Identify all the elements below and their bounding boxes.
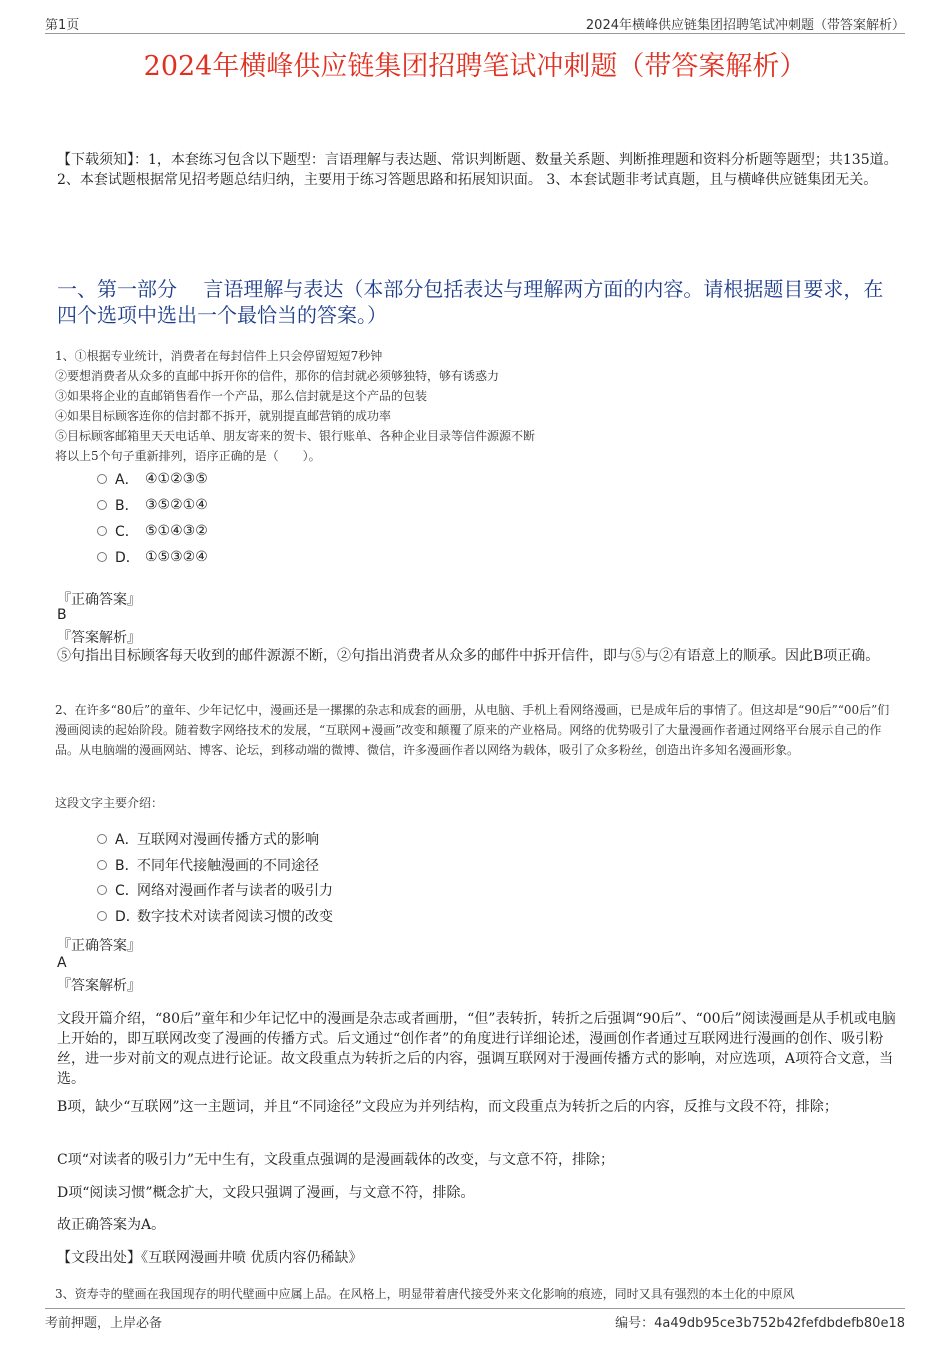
option-letter: A．: [115, 832, 139, 848]
option-letter: B．: [115, 858, 139, 874]
option-letter: D．: [115, 550, 140, 566]
q2-answer: A: [57, 955, 67, 971]
radio-icon[interactable]: [97, 911, 107, 921]
q1-option-d[interactable]: [97, 547, 208, 567]
q1-answer-label: 『正确答案』: [57, 592, 141, 608]
radio-icon[interactable]: [97, 552, 107, 562]
q2-source: 【文段出处】《互联网漫画井喷 优质内容仍稀缺》: [57, 1250, 363, 1266]
question-1: [55, 346, 905, 466]
question-line: 将以上5个句子重新排列，语序正确的是（ ）。: [55, 449, 321, 463]
option-text: ①⑤③②④: [145, 549, 208, 565]
option-letter: D．: [115, 909, 140, 925]
question-line: ②要想消费者从众多的直邮中拆开你的信件，那你的信封就必须够独特，够有诱惑力: [55, 369, 500, 383]
q1-option-a[interactable]: [97, 469, 208, 489]
question-line: ③如果将企业的直邮销售看作一个产品，那么信封就是这个产品的包装: [55, 389, 428, 403]
page-title: 2024年横峰供应链集团招聘笔试冲刺题（带答案解析）: [143, 51, 807, 82]
q2-option-b[interactable]: [97, 855, 319, 875]
radio-icon[interactable]: [97, 834, 107, 844]
question-3-passage: 3、资寿寺的壁画在我国现存的明代壁画中应属上品。在风格上，明显带着唐代接受外来文化影响的痕迹，同时又具有强烈的本土化的中原风: [55, 1287, 795, 1301]
question-2-passage: 2、在许多“80后”的童年、少年记忆中，漫画还是一摞摞的杂志和成套的画册，从电脑、手机上看网络漫画，已是成年后的事情了。但这却是“90后”“00后”们漫画阅读的起始阶段。随着数字网络技术的发展，“互联网+漫画”改变和颠覆了原来的产业格局。网络的优势吸引了大量漫画作者通过网络平台展示自己的作品。从电脑端的漫画网站、博客、论坛，到移动端的微博、微信，许多漫画作者以网络为载体，吸引了众多粉丝，创造出许多知名漫画形象。: [55, 703, 890, 757]
option-text: ⑤①④③②: [145, 523, 208, 539]
q2-option-c[interactable]: [97, 880, 333, 900]
option-letter: B．: [115, 498, 139, 514]
page-number: 第1页: [45, 18, 80, 33]
q1-option-c[interactable]: [97, 521, 208, 541]
option-text: ④①②③⑤: [145, 471, 208, 487]
footer-divider: [45, 1308, 905, 1309]
option-letter: C．: [115, 883, 139, 899]
footer-slogan: 考前押题，上岸必备: [45, 1316, 163, 1331]
radio-icon[interactable]: [97, 500, 107, 510]
option-text: 网络对漫画作者与读者的吸引力: [137, 883, 333, 899]
q1-answer: B: [57, 607, 67, 623]
option-text: ③⑤②①④: [145, 497, 208, 513]
q2-analysis-paragraph: C项“对读者的吸引力”无中生有，文段重点强调的是漫画载体的改变，与文意不符，排除；: [57, 1152, 615, 1168]
option-letter: C．: [115, 524, 139, 540]
radio-icon[interactable]: [97, 860, 107, 870]
option-letter: A．: [115, 472, 139, 488]
q2-option-a[interactable]: [97, 829, 319, 849]
option-text: 互联网对漫画传播方式的影响: [137, 832, 319, 848]
question-line: ⑤目标顾客邮箱里天天电话单、朋友寄来的贺卡、银行账单、各种企业目录等信件源源不断: [55, 429, 536, 443]
q2-analysis-paragraph: 文段开篇介绍，“80后”童年和少年记忆中的漫画是杂志或者画册，“但”表转折，转折之后强调“90后”、“00后”阅读漫画是从手机或电脑上开始的，即互联网改变了漫画的传播方式。后文通过“创作者”的角度进行详细论述，漫画创作者通过互联网进行漫画的创作、吸引粉丝，进一步对前文的观点进行论证。故文段重点为转折之后的内容，强调互联网对于漫画传播方式的影响，对应选项，A项符合文意，当选。: [57, 1011, 896, 1087]
download-notice: 【下载须知】：1，本套练习包含以下题型：言语理解与表达题、常识判断题、数量关系题、判断推理题和资料分析题等题型；共135道。 2、本套试题根据常见招考题总结归纳，主要用于练习答题思路和拓展知识面。 3、本套试题非考试真题，且与横峰供应链集团无关。: [57, 152, 898, 188]
question-line: 1、①根据专业统计，消费者在每封信件上只会停留短短7秒钟: [55, 349, 383, 363]
radio-icon[interactable]: [97, 526, 107, 536]
code-value: 4a49db95ce3b752b42fefdbdefb80e18: [654, 1316, 905, 1331]
q1-option-b[interactable]: [97, 495, 208, 515]
header-divider: [45, 33, 905, 34]
question-2-stem: 这段文字主要介绍：: [55, 796, 164, 810]
document-code: [615, 1312, 905, 1331]
radio-icon[interactable]: [97, 885, 107, 895]
q2-analysis-paragraph: B项，缺少“互联网”这一主题词，并且“不同途径”文段应为并列结构，而文段重点为转折之后的内容，反推与文段不符，排除；: [57, 1099, 838, 1115]
code-label: 编号：: [615, 1316, 655, 1331]
radio-icon[interactable]: [97, 474, 107, 484]
q2-answer-label: 『正确答案』: [57, 938, 141, 954]
q2-option-d[interactable]: [97, 906, 333, 926]
question-line: ④如果目标顾客连你的信封都不拆开，就别提直邮营销的成功率: [55, 409, 392, 423]
option-text: 数字技术对读者阅读习惯的改变: [137, 909, 333, 925]
option-text: 不同年代接触漫画的不同途径: [137, 858, 319, 874]
q2-analysis-paragraph: D项“阅读习惯”概念扩大，文段只强调了漫画，与文意不符，排除。: [57, 1185, 475, 1201]
section-heading: 一、第一部分 言语理解与表达（本部分包括表达与理解两方面的内容。请根据题目要求，在四个选项中选出一个最恰当的答案。）: [57, 277, 884, 327]
header-doc-title: 2024年横峰供应链集团招聘笔试冲刺题（带答案解析）: [585, 18, 905, 33]
q1-analysis-label: 『答案解析』: [57, 630, 141, 646]
q1-analysis: ⑤句指出目标顾客每天收到的邮件源源不断，②句指出消费者从众多的邮件中拆开信件，即与⑤与②有语意上的顺承。因此B项正确。: [57, 648, 880, 664]
q2-analysis-paragraph: 故正确答案为A。: [57, 1217, 166, 1233]
q2-analysis-label: 『答案解析』: [57, 978, 141, 994]
